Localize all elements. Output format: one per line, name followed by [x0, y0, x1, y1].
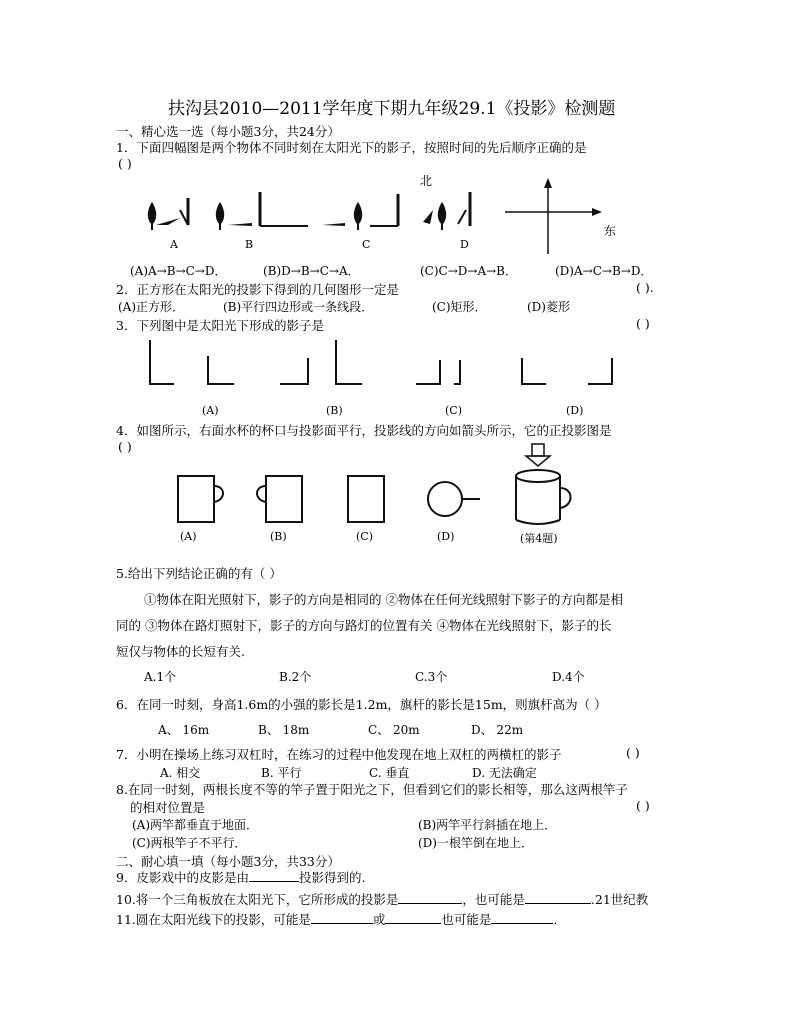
q1-figure-c [322, 194, 398, 230]
section-1-heading: 一、精心选一选（每小题3分，共24分） [116, 124, 340, 139]
q5-option-a: A.1个 [144, 670, 177, 684]
q10-text-after: .21世纪教 [590, 892, 649, 907]
q2-answer-paren: ( ). [636, 280, 654, 295]
q1-option-a: (A)A→B→C→D． [130, 264, 227, 278]
q4-label-b: (B) [270, 530, 287, 543]
q4-stem: 4．如图所示，右面水杯的杯口与投影面平行，投影线的方向如箭头所示，它的正投影图是 [116, 423, 612, 438]
q11-text-mid-1: 或 [372, 912, 386, 927]
q1-option-d: (D)A→C→B→D． [555, 264, 653, 278]
q3-label-d: (D) [566, 404, 584, 417]
section-2-heading: 二、耐心填一填（每小题3分，共33分） [116, 854, 340, 869]
q1-compass [505, 178, 602, 254]
q6-stem: 6．在同一时刻，身高1.6m的小强的影长是1.2m，旗杆的影长是15m，则旗杆高为（ ） [116, 697, 607, 712]
q1-fig-label-a: A [170, 238, 178, 251]
q1-fig-label-c: C [362, 238, 371, 251]
q2-option-b: (B)平行四边形或一条线段． [223, 300, 374, 314]
q3-label-b: (B) [326, 404, 343, 417]
east-label: 东 [604, 224, 617, 238]
q8-answer-paren: ( ) [636, 798, 650, 813]
q8-option-c: (C)两根竿子不平行． [132, 836, 247, 850]
q8-option-b: (B)两竿平行斜插在地上． [418, 818, 557, 832]
q1-option-b: (B)D→B→C→A． [263, 264, 360, 278]
q2-option-d: (D)菱形 [527, 300, 570, 314]
q9-text-before: 9．皮影戏中的皮影是由 [116, 870, 249, 885]
q5-line-3: 短仅与物体的长短有关. [116, 644, 245, 659]
q10 [116, 890, 648, 908]
q9 [116, 868, 365, 886]
q11-text-after: . [553, 912, 558, 927]
q7-answer-paren: ( ) [626, 745, 640, 760]
q8-stem-2: 的相对位置是 [130, 800, 206, 815]
q6-option-c: C、 20m [368, 723, 420, 737]
q4-label-d: (D) [437, 530, 455, 543]
q4-label-c: (C) [356, 530, 373, 543]
q7-option-c: C. 垂直 [369, 766, 410, 780]
q1-fig-label-d: D [460, 238, 469, 251]
q3-answer-paren: ( ) [636, 316, 650, 331]
q11-blank-3[interactable] [491, 911, 553, 924]
q10-text-mid: ，也可能是 [462, 892, 525, 907]
q8-option-a: (A)两竿都垂直于地面． [132, 818, 259, 832]
q3-stem: 3．下列图中是太阳光下形成的影子是 [116, 318, 324, 333]
q10-blank-2[interactable] [525, 891, 591, 904]
q11-blank-2[interactable] [385, 911, 441, 924]
q9-blank[interactable] [249, 869, 299, 882]
q10-text-before: 10.将一个三角板放在太阳光下，它所形成的投影是 [116, 892, 399, 907]
q11 [116, 910, 557, 928]
q3-label-c: (C) [445, 404, 462, 417]
q11-text-before: 11.圆在太阳光线下的投影，可能是 [116, 912, 311, 927]
q8-stem: 8.在同一时刻，两根长度不等的竿子置于阳光之下，但看到它们的影长相等，那么这两根竿子 [116, 782, 628, 797]
q5-option-b: B.2个 [279, 670, 312, 684]
q2-stem: 2．正方形在太阳光的投影下得到的几何图形一定是 [116, 282, 399, 297]
q5-option-d: D.4个 [552, 670, 585, 684]
q8-option-d: (D)一根竿倒在地上． [418, 836, 533, 850]
page-title: 扶沟县2010—2011学年度下期九年级29.1《投影》检测题 [168, 99, 616, 119]
q7-option-d: D. 无法确定 [472, 766, 537, 780]
north-label: 北 [420, 174, 433, 188]
q2-option-c: (C)矩形． [432, 300, 487, 314]
q1-figure-d [423, 192, 470, 230]
q6-option-d: D、 22m [471, 723, 524, 737]
q7-option-b: B. 平行 [261, 766, 302, 780]
q11-text-mid-2: 也可能是 [441, 912, 492, 927]
q3-figure [140, 336, 620, 392]
q5-stem: 5.给出下列结论正确的有（ ） [116, 566, 282, 581]
q3-label-a: (A) [202, 404, 219, 417]
q2-option-a: (A)正方形． [118, 300, 185, 314]
q7-option-a: A. 相交 [160, 766, 201, 780]
q4-figure-caption: (第4题) [520, 532, 558, 545]
q1-figure-b [216, 192, 308, 230]
q5-option-c: C.3个 [415, 670, 448, 684]
q1-option-c: (C)C→D→A→B． [420, 264, 517, 278]
q5-line-2: 同的 ③物体在路灯照射下，影子的方向与路灯的位置有关 ④物体在光线照射下，影子的长 [116, 618, 612, 633]
q1-fig-label-b: B [245, 238, 254, 251]
q1-figure [140, 180, 620, 260]
q4-figure [170, 442, 590, 530]
q1-stem: 1．下面四幅图是两个物体不同时刻在太阳光下的影子，按照时间的先后顺序正确的是 [116, 140, 587, 155]
q11-blank-1[interactable] [311, 911, 373, 924]
q9-text-after: 投影得到的. [298, 870, 366, 885]
q4-answer-paren: ( ) [118, 439, 132, 454]
q7-stem: 7．小明在操场上练习双杠时，在练习的过程中他发现在地上双杠的两横杠的影子 [116, 747, 562, 762]
q1-answer-paren: ( ) [118, 156, 132, 171]
q6-option-a: A、 16m [158, 723, 210, 737]
q6-option-b: B、 18m [258, 723, 310, 737]
q5-line-1: ①物体在阳光照射下，影子的方向是相同的 ②物体在任何光线照射下影子的方向都是相 [144, 592, 623, 607]
q4-label-a: (A) [180, 530, 197, 543]
q10-blank-1[interactable] [398, 891, 462, 904]
q1-figure-a [148, 198, 188, 230]
